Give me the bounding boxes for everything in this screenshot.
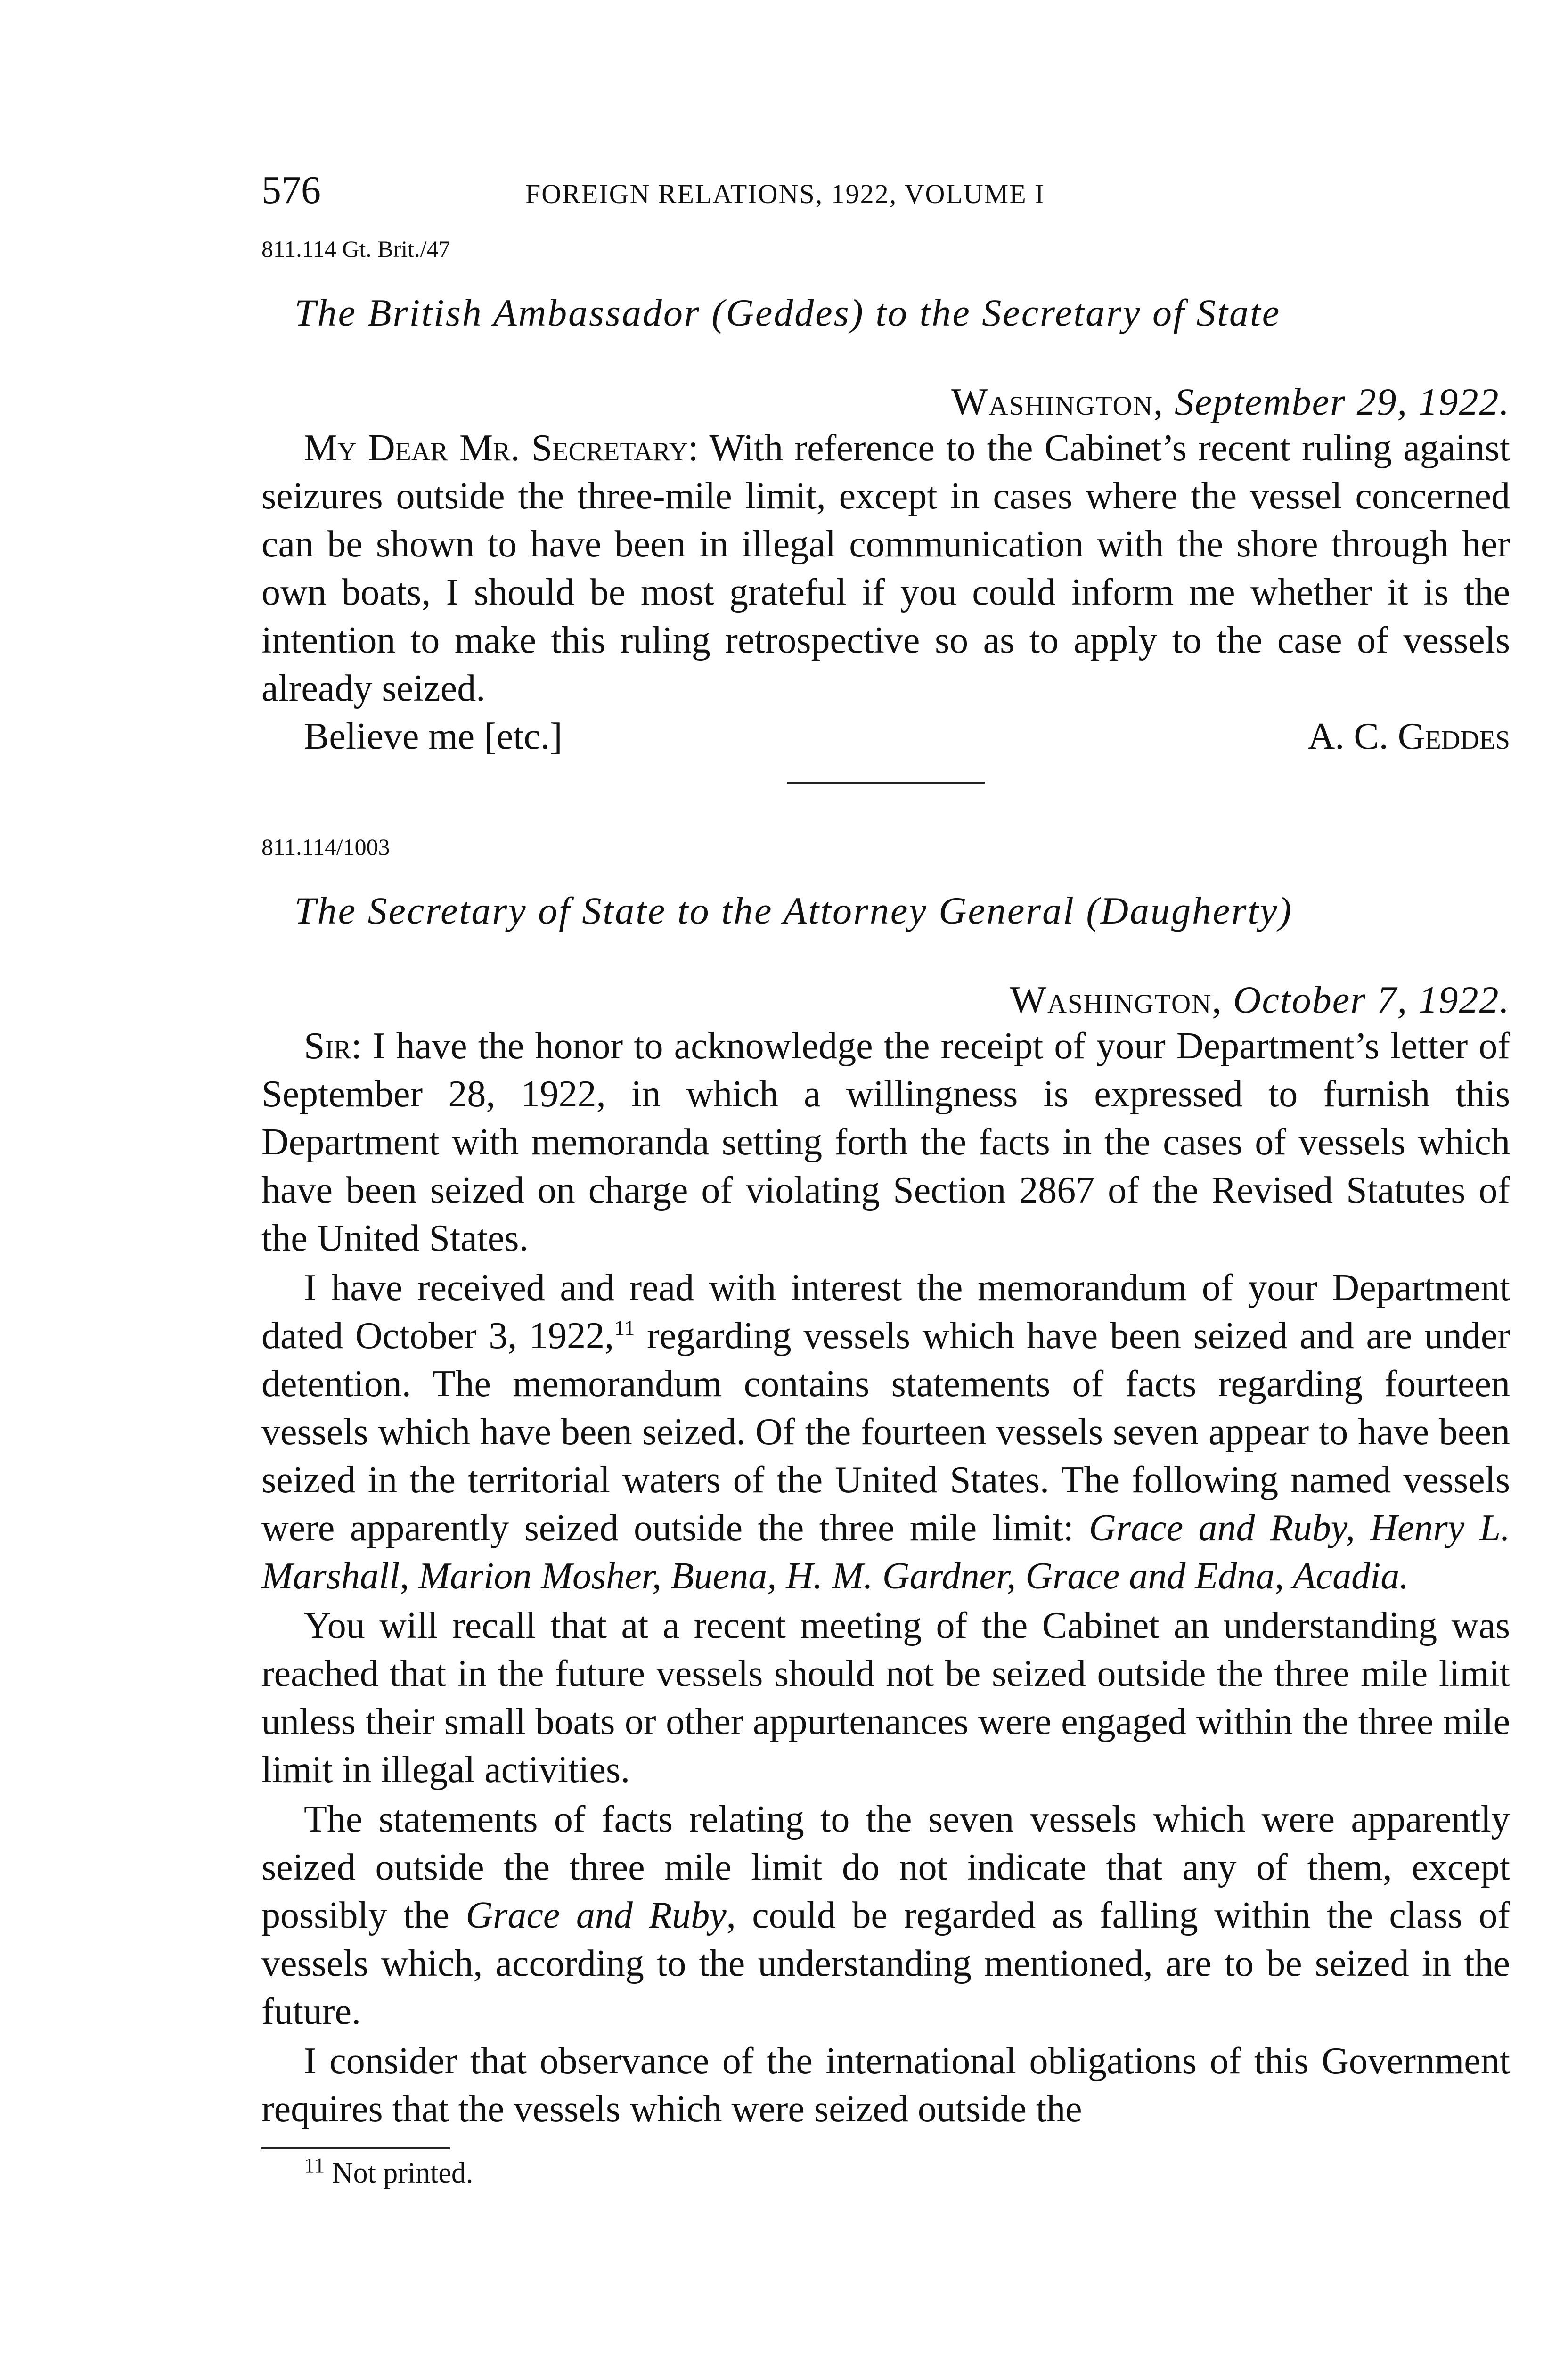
footnote-text: Not printed. xyxy=(325,2157,474,2189)
letter-body-1 xyxy=(261,424,1510,712)
footnote-number: 11 xyxy=(304,2153,325,2177)
paragraph-4-part-b: , could be regarded as falling within the class of vessels which, according to the understanding mentioned, are to be seized in the future. xyxy=(261,1895,1510,2032)
dateline-1 xyxy=(261,380,1510,424)
running-title: FOREIGN RELATIONS, 1922, VOLUME I xyxy=(525,179,1045,209)
salutation-2: Sir: xyxy=(304,1025,362,1067)
running-head xyxy=(261,167,1510,219)
paragraph-2-part-b: regarding vessels which have been seized and are under detention. The memorandum contains statements of facts regarding fourteen vessels which have been seized. Of the fourteen vessels seven appear to have been seized in the territorial waters of the United States. The following named vessels were apparently seized outside the three mile limit: xyxy=(261,1315,1510,1549)
closing-1: Believe me [etc.] xyxy=(304,716,563,757)
page-number: 576 xyxy=(261,168,321,212)
vessel-names: Grace and Ruby, Henry L. Marshall, Marion Mosher, Buena, H. M. Gardner, Grace and Edna, Acadia. xyxy=(261,1507,1511,1597)
paragraph-2 xyxy=(261,1264,1510,1600)
dateline-date-1: September 29, 1922. xyxy=(1174,380,1510,423)
document-title-2: The Secretary of State to the Attorney General (Daugherty) xyxy=(294,889,1293,932)
salutation-1: My Dear Mr. Secretary: xyxy=(304,427,699,469)
footnote-reference: 11 xyxy=(614,1316,635,1340)
footnote xyxy=(261,2153,1510,2190)
letter-body-1-text: With reference to the Cabinet’s recent ruling against seizures outside the three-mile limit, except in cases where the vessel concerned can be shown to have been in illegal communication with the shore through her own boats, I should be most grateful if you could inform me whether it is the intention to make this ruling retrospective so as to apply to the case of vessels already seized. xyxy=(261,427,1510,709)
section-divider xyxy=(787,782,985,784)
paragraph-3: You will recall that at a recent meeting of the Cabinet an understanding was reached that in the future vessels should not be seized outside the three mile limit unless their small boats or other appurtenances were engaged within the three mile limit in illegal activities. xyxy=(261,1605,1510,1791)
paragraph-2-part-a: I have received and read with interest the memorandum of your Department dated October 3, 1922, xyxy=(261,1267,1510,1357)
closing-line-1 xyxy=(261,712,1510,761)
signature-1: A. C. Geddes xyxy=(1307,716,1510,757)
dateline-date-2: October 7, 1922. xyxy=(1233,978,1510,1021)
dateline-2 xyxy=(261,978,1510,1022)
file-number-1: 811.114 Gt. Brit./47 xyxy=(261,236,450,262)
paragraph-5: I consider that observance of the international obligations of this Government requires that the vessels which were seized outside the xyxy=(261,2040,1510,2130)
document-title-1: The British Ambassador (Geddes) to the Secretary of State xyxy=(294,291,1281,334)
vessel-name-grace-and-ruby: Grace and Ruby xyxy=(466,1895,727,1936)
paragraph-4-part-a: The statements of facts relating to the seven vessels which were apparently seized outside the three mile limit do not indicate that any of them, except possibly the xyxy=(261,1799,1510,1936)
file-number-2: 811.114/1003 xyxy=(261,834,390,860)
paragraph-1 xyxy=(261,1022,1510,1262)
paragraph-4 xyxy=(261,1795,1510,2036)
document-page xyxy=(261,167,1510,2190)
dateline-place-2: Washington, xyxy=(1010,978,1223,1021)
paragraph-1-text: I have the honor to acknowledge the receipt of your Department’s letter of September 28, 1922, in which a willingness is expressed to furnish this Department with memoranda setting forth the facts in the cases of vessels which have been seized on charge of violating Section 2867 of the Revised Statutes of the United States. xyxy=(261,1025,1510,1259)
dateline-place-1: Washington, xyxy=(951,380,1164,423)
footnote-divider xyxy=(261,2147,450,2149)
